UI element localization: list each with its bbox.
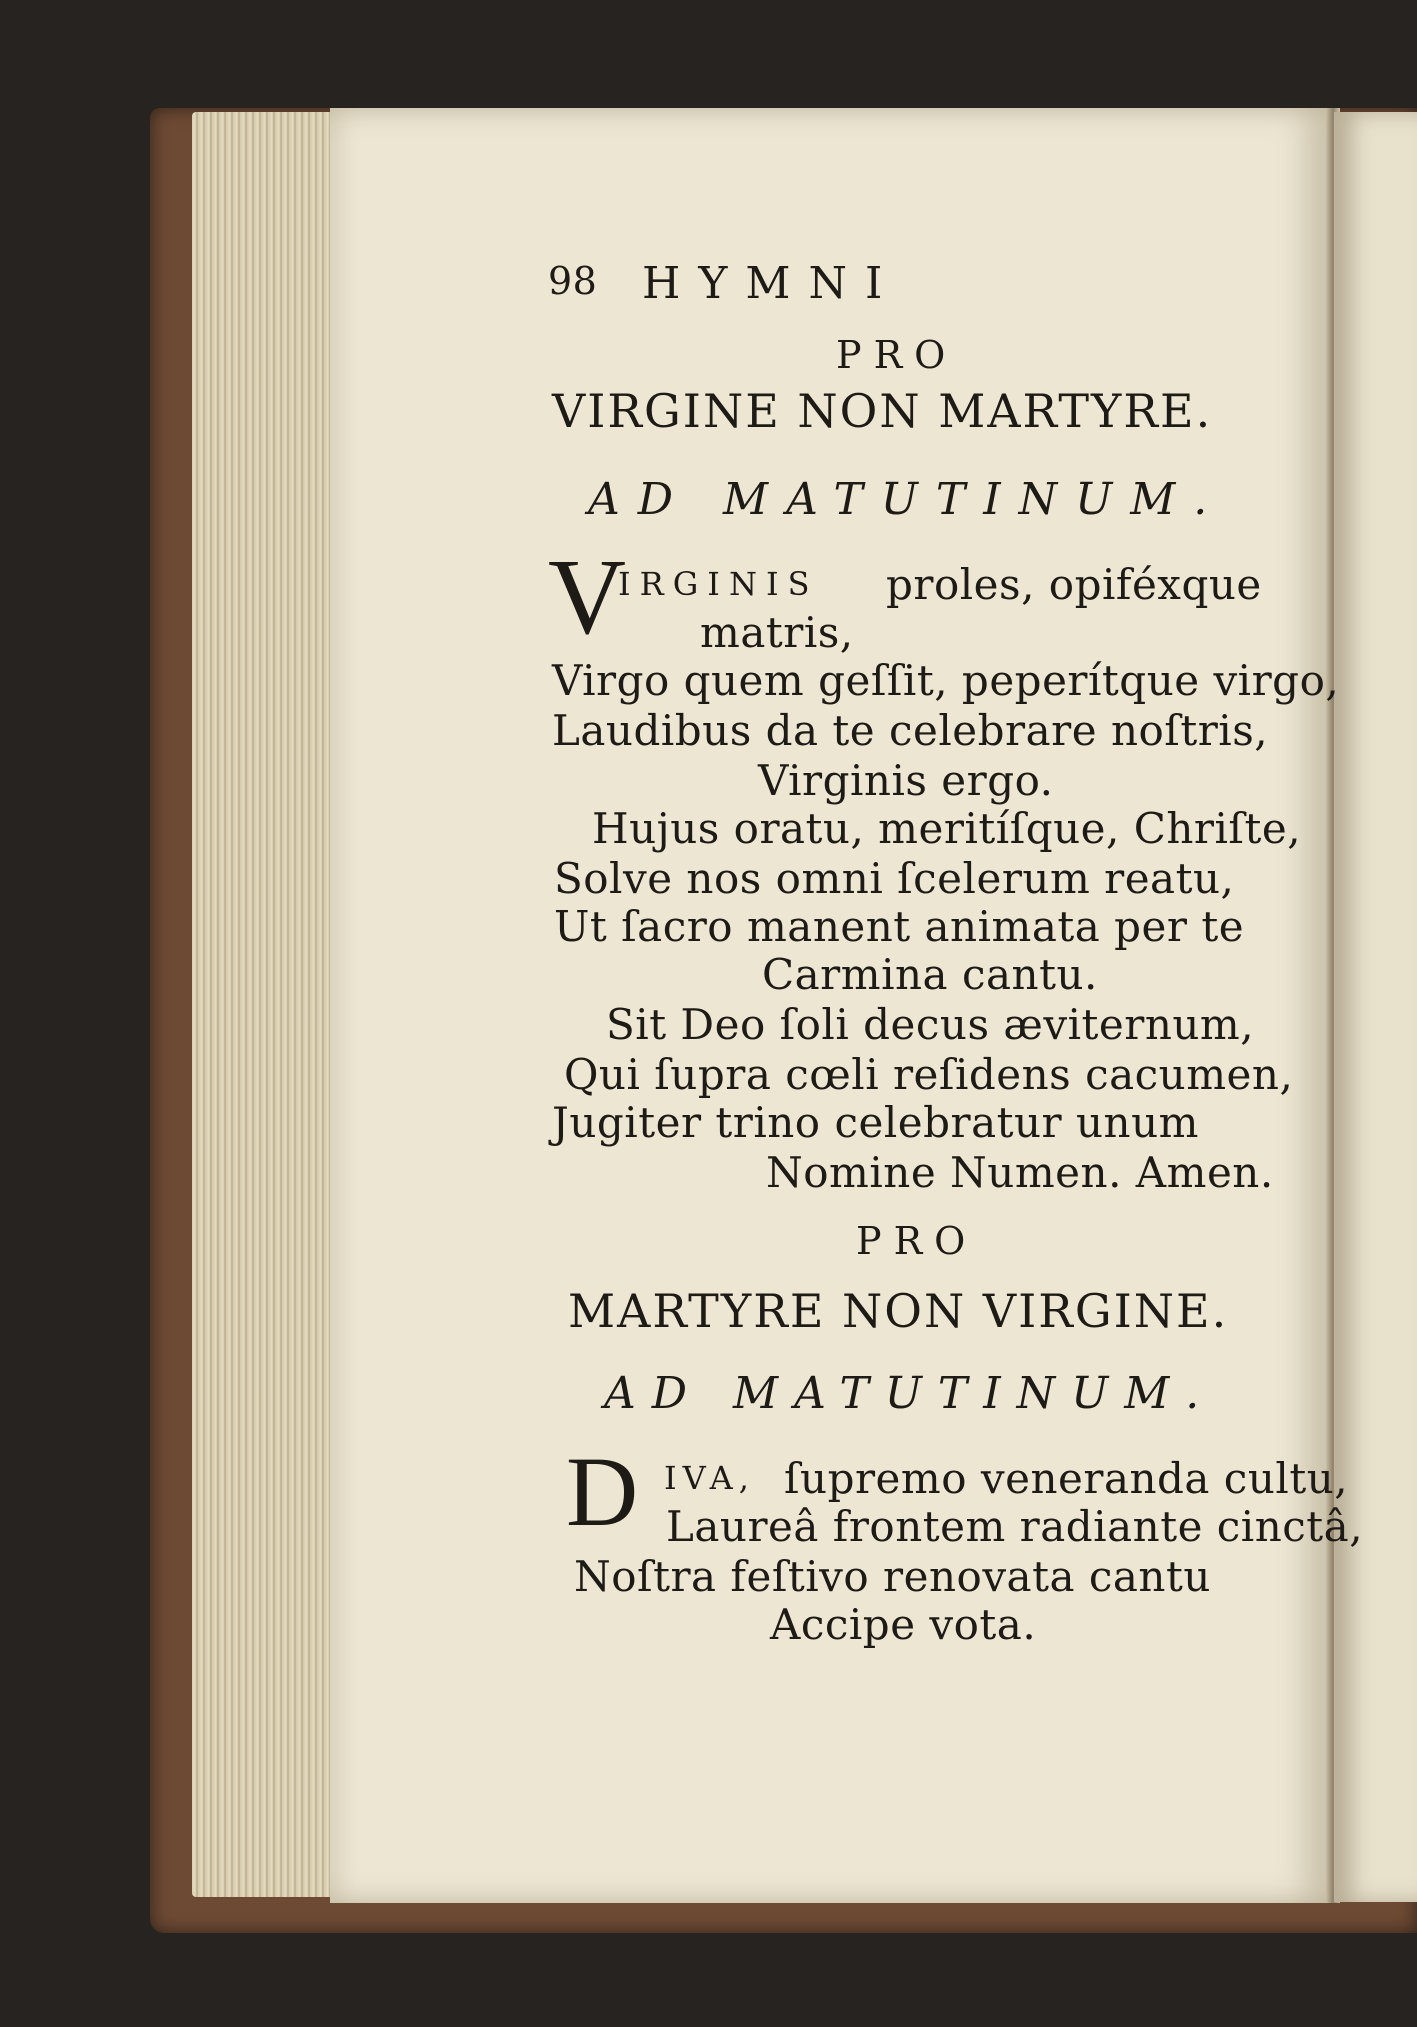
page-edges	[192, 112, 334, 1897]
hymn1-line-4: Laudibus da te celebrare noſtris,	[552, 706, 1269, 755]
page-number: 98	[548, 259, 598, 303]
hymn1-line-12: Jugiter trino celebratur unum	[552, 1098, 1199, 1147]
hymn2-subtitle: AD MATUTINUM.	[604, 1368, 1216, 1419]
hymn1-line-9: Carmina cantu.	[762, 950, 1098, 999]
hymn1-line-10: Sit Deo ſoli decus æviternum,	[606, 1000, 1255, 1049]
hymn2-line-3: Noſtra feſtivo renovata cantu	[574, 1552, 1211, 1601]
hymn2-pro: PRO	[856, 1219, 978, 1263]
hymn1-line-6: Hujus oratu, meritíſque, Chriſte,	[592, 804, 1302, 853]
hymn1-first-word: IRGINIS	[618, 565, 819, 603]
running-head: HYMNI	[642, 258, 901, 309]
hymn1-title: VIRGINE NON MARTYRE.	[552, 384, 1213, 438]
hymn1-line-8: Ut ſacro manent animata per te	[554, 902, 1245, 951]
right-page	[1334, 112, 1417, 1902]
hymn2-drop-cap: D	[566, 1436, 639, 1547]
hymn2-first-word: IVA,	[664, 1459, 755, 1497]
hymn2-title: MARTYRE NON VIRGINE.	[568, 1284, 1229, 1338]
hymn2-line-1: ſupremo veneranda cultu,	[784, 1454, 1349, 1503]
hymn1-pro: PRO	[836, 333, 958, 377]
hymn2-line-2: Laureâ frontem radiante cinctâ,	[666, 1502, 1364, 1551]
hymn2-line-4: Accipe vota.	[770, 1600, 1037, 1649]
hymn1-drop-cap: V	[548, 538, 626, 657]
hymn1-line-5: Virginis ergo.	[758, 756, 1054, 805]
hymn1-line-13: Nomine Numen. Amen.	[766, 1148, 1274, 1197]
hymn1-line-7: Solve nos omni ſcelerum reatu,	[554, 854, 1235, 903]
hymn1-subtitle: AD MATUTINUM.	[588, 474, 1226, 525]
hymn1-line-11: Qui ſupra cœli reſidens cacumen,	[564, 1050, 1294, 1099]
hymn1-line-3: Virgo quem geſſit, peperítque virgo,	[552, 656, 1340, 705]
hymn1-line-2: matris,	[700, 608, 854, 657]
hymn1-line-1: proles, opiféxque	[886, 560, 1262, 609]
